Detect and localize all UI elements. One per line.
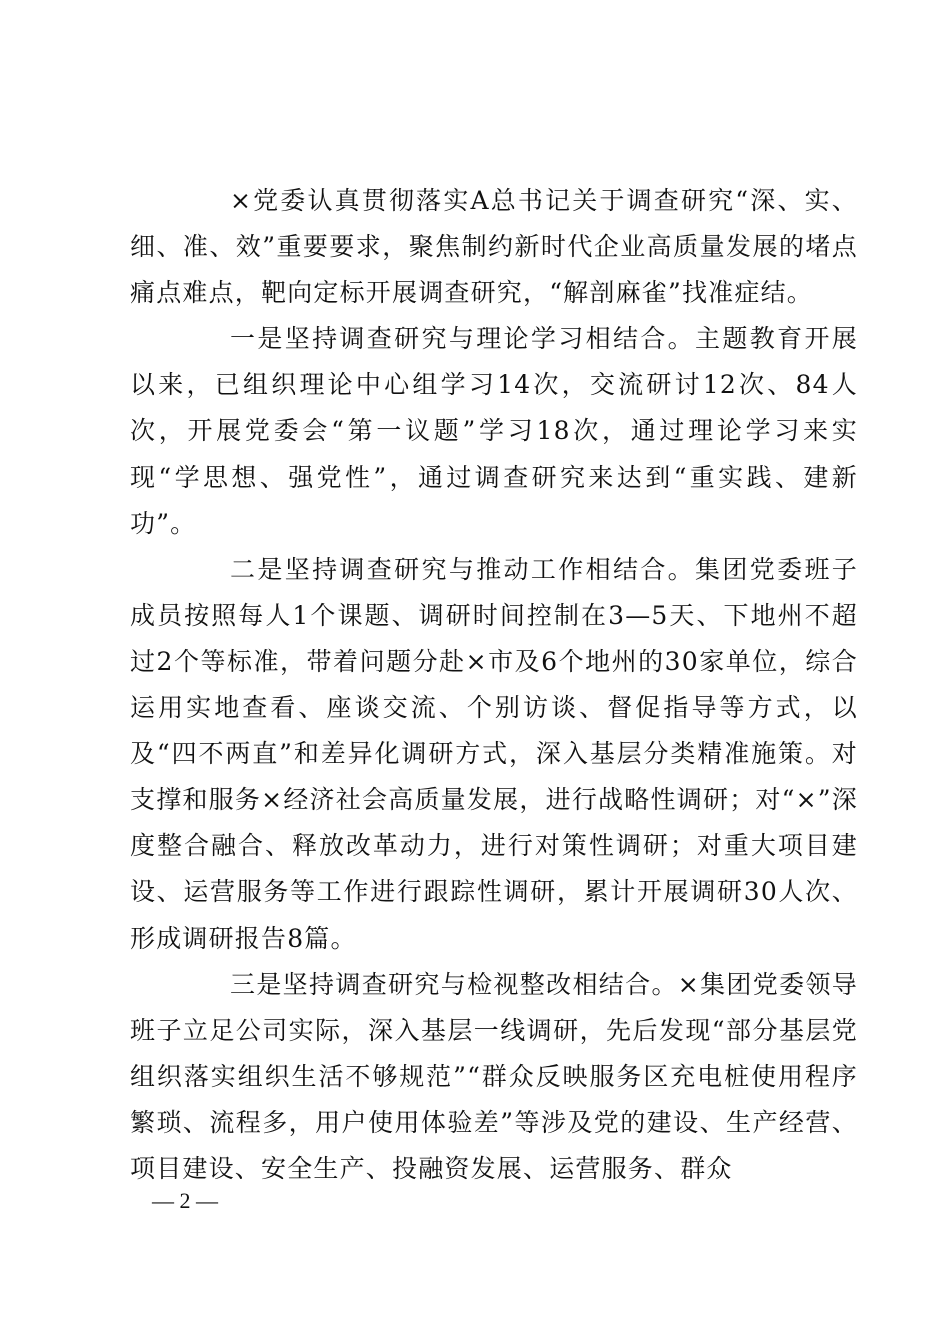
paragraph-theory-study: 一是坚持调查研究与理论学习相结合。主题教育开展以来，已组织理论中心组学习14次，交流研讨12次、84人次，开展党委会“第一议题”学习18次，通过理论学习来实现“学思想、强党性”，通过调查研究来达到“重实践、建新功”。 (130, 324, 858, 538)
paragraph-intro: ×党委认真贯彻落实A总书记关于调查研究“深、实、细、准、效”重要要求，聚焦制约新时代企业高质量发展的堵点痛点难点，靶向定标开展调查研究，“解剖麻雀”找准症结。 (130, 186, 858, 308)
paragraph-promote-work: 二是坚持调查研究与推动工作相结合。集团党委班子成员按照每人1个课题、调研时间控制在3—5天、下地州不超过2个等标准，带着问题分赴×市及6个地州的30家单位，综合运用实地查看、座谈交流、个别访谈、督促指导等方式，以及“四不两直”和差异化调研方式，深入基层分类精准施策。对支撑和服务×经济社会高质量发展，进行战略性调研；对“×”深度整合融合、释放改革动力，进行对策性调研；对重大项目建设、运营服务等工作进行跟踪性调研，累计开展调研30人次、形成调研报告8篇。 (130, 554, 858, 953)
page-number: — 2 — (152, 1188, 218, 1213)
document-body (130, 178, 858, 1192)
paragraph-inspection-rectification: 三是坚持调查研究与检视整改相结合。×集团党委领导班子立足公司实际，深入基层一线调研，先后发现“部分基层党组织落实组织生活不够规范”“群众反映服务区充电桩使用程序繁琐、流程多，用户使用体验差”等涉及党的建设、生产经营、项目建设、安全生产、投融资发展、运营服务、群众 (130, 969, 858, 1183)
